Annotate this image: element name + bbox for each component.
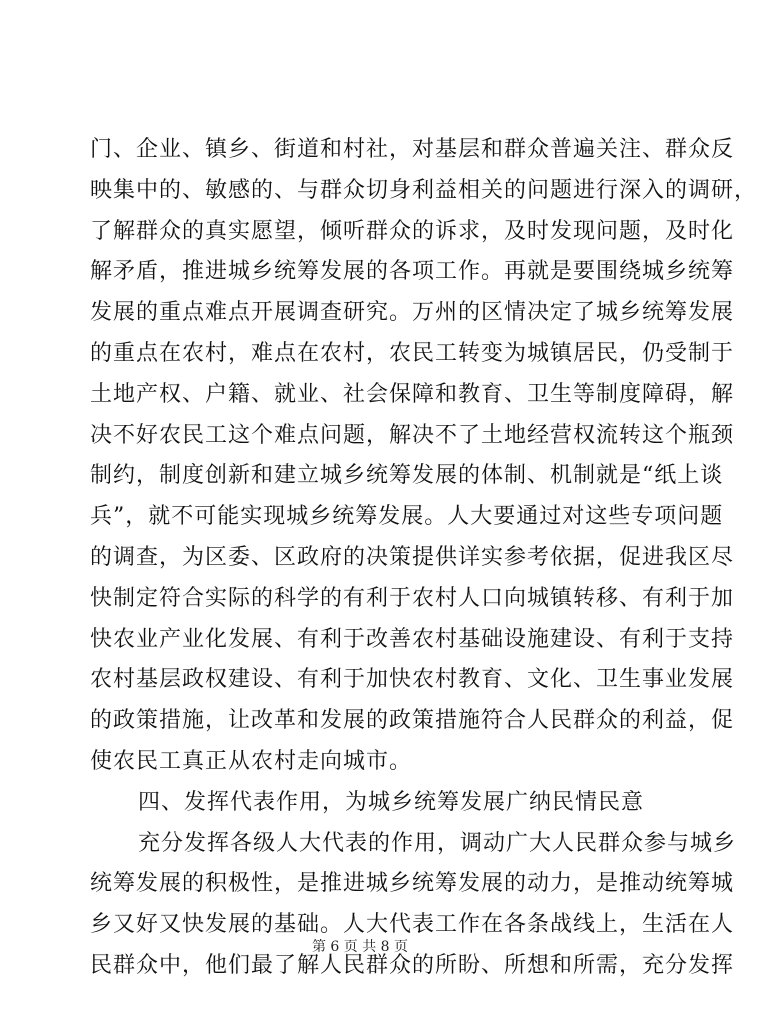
page-number-footer: 第 6 页 共 8 页: [311, 939, 409, 955]
body-text: [90, 130, 757, 987]
text-line: 充分发挥各级人大代表的作用，调动广大人民群众参与城乡: [138, 830, 737, 856]
text-line: 民群众中，他们最了解人民群众的所盼、所想和所需，充分发挥: [90, 952, 735, 978]
text-line: 农村基层政权建设、有利于加快农村教育、文化、卫生事业发展: [90, 667, 735, 693]
text-line: 决不好农民工这个难点问题，解决不了土地经营权流转这个瓶颈: [90, 422, 735, 448]
text-line: 统筹发展的积极性，是推进城乡统筹发展的动力，是推动统筹城: [90, 871, 735, 897]
text-line: 了解群众的真实愿望，倾听群众的诉求，及时发现问题，及时化: [90, 218, 735, 244]
text-line: 土地产权、户籍、就业、社会保障和教育、卫生等制度障碍，解: [90, 381, 735, 407]
section-heading: 四、发挥代表作用，为城乡统筹发展广纳民情民意: [138, 789, 645, 815]
text-line: 发展的重点难点开展调查研究。万州的区情决定了城乡统筹发展: [90, 300, 735, 326]
text-line: 的政策措施，让改革和发展的政策措施符合人民群众的利益，促: [90, 708, 735, 734]
text-line: 的重点在农村，难点在农村，农民工转变为城镇居民，仍受制于: [90, 340, 735, 366]
text-line: 快制定符合实际的科学的有利于农村人口向城镇转移、有利于加: [90, 585, 735, 611]
text-line: 的调查，为区委、区政府的决策提供详实参考依据，促进我区尽: [90, 544, 735, 570]
text-line: 快农业产业化发展、有利于改善农村基础设施建设、有利于支持: [90, 626, 735, 652]
text-line: 门、企业、镇乡、街道和村社，对基层和群众普遍关注、群众反: [90, 137, 735, 162]
text-line: 制约，制度创新和建立城乡统筹发展的体制、机制就是“纸上谈: [90, 463, 724, 489]
text-line: 映集中的、敏感的、与群众切身利益相关的问题进行深入的调研，: [90, 177, 757, 203]
text-line: 解矛盾，推进城乡统筹发展的各项工作。再就是要围绕城乡统筹: [90, 259, 735, 285]
text-line: 乡又好又快发展的基础。人大代表工作在各条战线上，生活在人: [90, 912, 735, 938]
text-line: 使农民工真正从农村走向城市。: [90, 748, 413, 774]
text-line: 兵”，就不可能实现城乡统筹发展。人大要通过对这些专项问题: [90, 504, 724, 530]
